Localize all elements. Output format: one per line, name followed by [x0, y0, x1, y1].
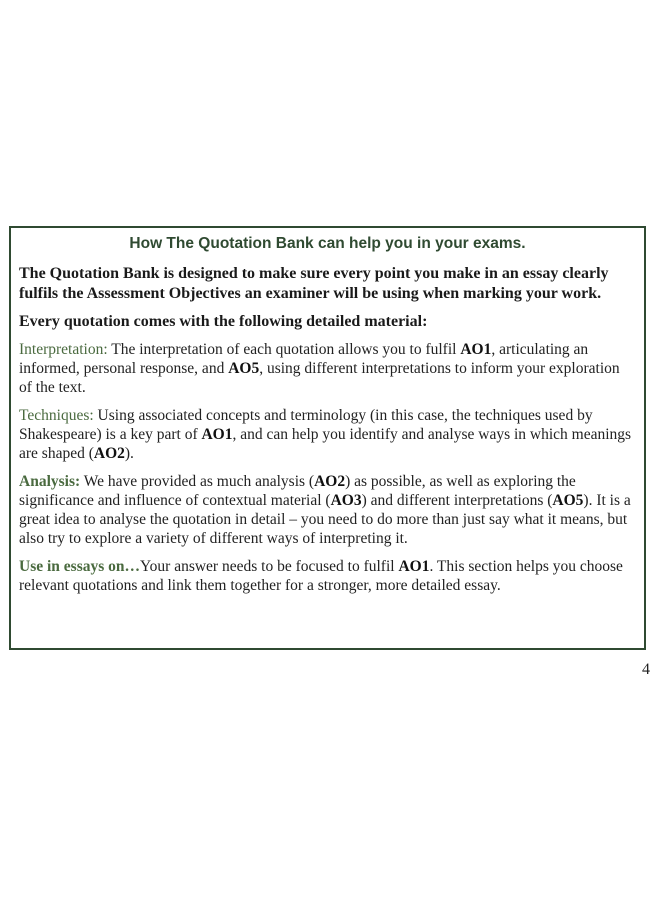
ao2-label: AO2	[314, 473, 346, 490]
material-intro: Every quotation comes with the following detailed material:	[19, 313, 428, 330]
analysis-paragraph	[19, 472, 636, 548]
techniques-term: Techniques:	[19, 407, 94, 424]
ao5-label: AO5	[552, 492, 584, 509]
interpretation-paragraph	[19, 340, 636, 397]
ao2-label: AO2	[93, 445, 125, 462]
intro-paragraph: The Quotation Bank is designed to make sure every point you make in an essay clearly fulfils the Assessment Objectives an examiner will be using when marking your work.	[19, 265, 609, 302]
use-in-essays-text-2: . This section helps you choose relevant quotations and link them together for a stronger, more detailed essay.	[19, 558, 623, 594]
ao5-label: AO5	[228, 360, 260, 377]
ao1-label: AO1	[460, 341, 492, 358]
analysis-term: Analysis:	[19, 473, 81, 490]
use-in-essays-paragraph	[19, 557, 636, 595]
ao3-label: AO3	[330, 492, 362, 509]
interpretation-term: Interpretation:	[19, 341, 108, 358]
info-box	[9, 226, 646, 650]
interpretation-text-1: The interpretation of each quotation allows you to fulfil	[107, 341, 461, 358]
box-heading: How The Quotation Bank can help you in your exams.	[129, 235, 526, 252]
use-in-essays-term: Use in essays on…	[19, 558, 141, 575]
analysis-text-4: ). It is a great idea to analyse the quotation in detail – you need to do more than just say what it means, but also try to explore a variety of different ways of interpreting it.	[19, 492, 631, 547]
analysis-text-3: ) and different interpretations (	[361, 492, 553, 509]
interpretation-text-3: , using different interpretations to inform your exploration of the text.	[19, 360, 620, 396]
techniques-text-1: Using associated concepts and terminology (in this case, the techniques used by Shakespeare) is a key part of	[19, 407, 593, 443]
techniques-text-3: ).	[124, 445, 134, 462]
analysis-text-1: We have provided as much analysis (	[80, 473, 315, 490]
ao1-label: AO1	[201, 426, 233, 443]
ao1-label: AO1	[398, 558, 430, 575]
use-in-essays-text-1: Your answer needs to be focused to fulfil	[140, 558, 399, 575]
analysis-text-2: ) as possible, as well as exploring the significance and influence of contextual material (	[19, 473, 576, 509]
page-number: 4	[642, 661, 650, 678]
techniques-text-2: , and can help you identify and analyse ways in which meanings are shaped (	[19, 426, 632, 462]
interpretation-text-2: , articulating an informed, personal response, and	[19, 341, 589, 377]
techniques-paragraph	[19, 406, 636, 463]
